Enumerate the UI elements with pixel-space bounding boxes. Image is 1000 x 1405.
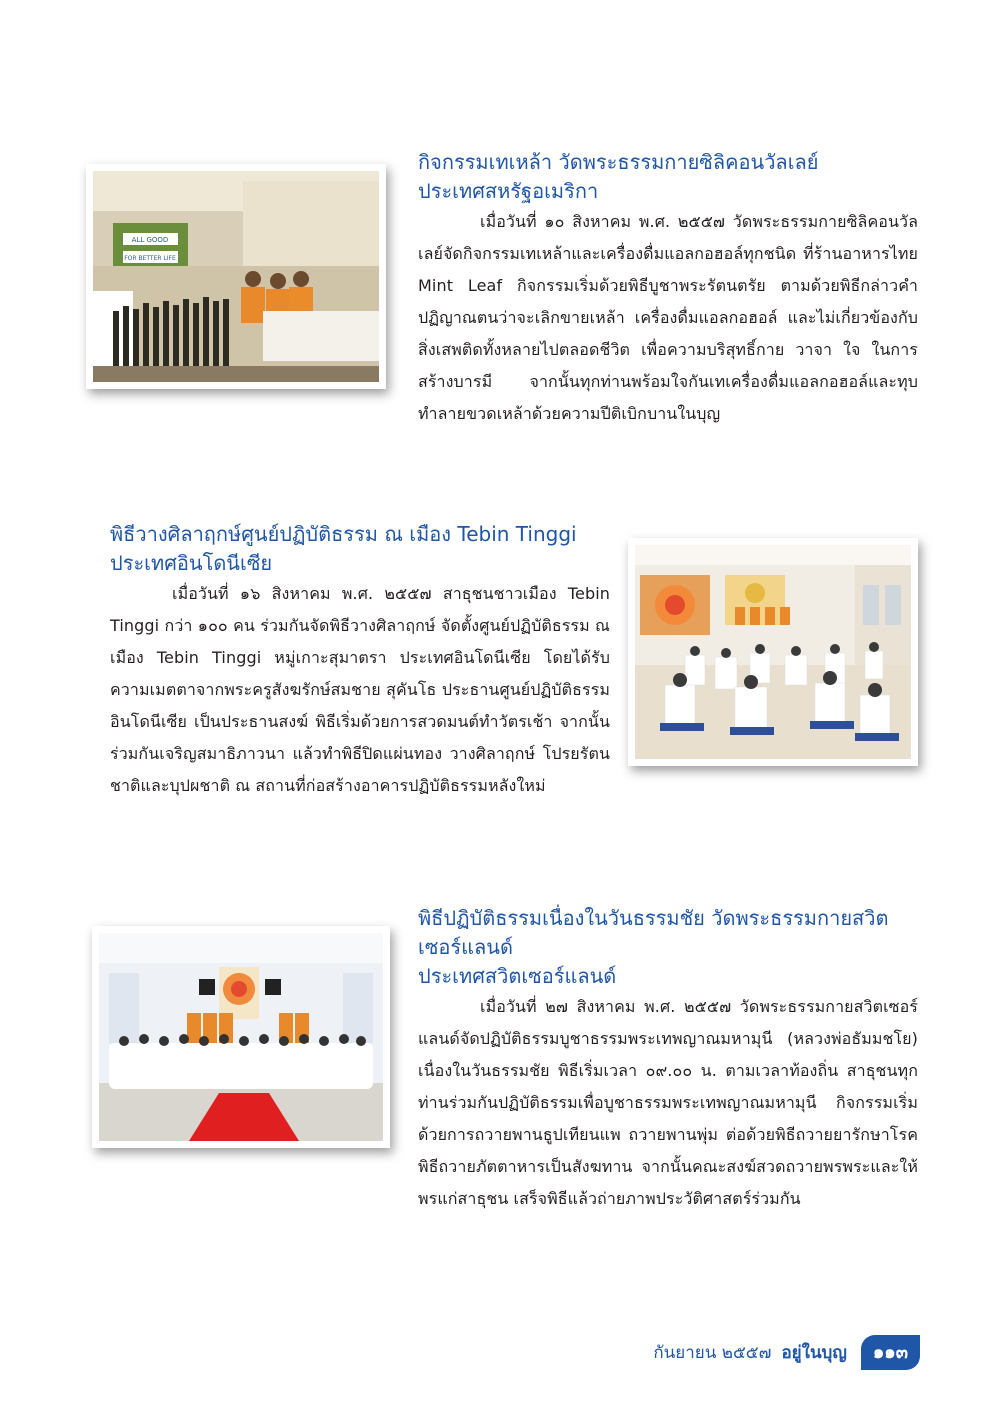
article-3-title-line2: ประเทศสวิตเซอร์แลนด์ [418, 964, 617, 988]
article-1-photo [86, 164, 386, 389]
article-3-title [418, 904, 918, 991]
article-3 [418, 904, 918, 1215]
article-1-body: เมื่อวันที่ ๑๐ สิงหาคม พ.ศ. ๒๕๕๗ วัดพระธรรมกายซิลิคอนวัลเลย์จัดกิจกรรมเทเหล้าและเครื่องดื่มแอลกอฮอล์ทุกชนิด ที่ร้านอาหารไทย Mint Leaf กิจกรรมเริ่มด้วยพิธีบูชาพระรัตนตรัย ตามด้วยพิธีกล่าวคำปฏิญาณตนว่าจะเลิกขายเหล้า เครื่องดื่มแอลกอฮอล์ และไม่เกี่ยวข้องกับสิ่งเสพติดทั้งหลายไปตลอดชีวิต เพื่อความบริสุทธิ์กาย วาจา ใจ ในการสร้างบารมี จากนั้นทุกท่านพร้อมใจกันเทเครื่องดื่มแอลกอฮอล์และทุบทำลายขวดเหล้าด้วยความปีติเบิกบานในบุญ [418, 212, 918, 423]
article-1 [418, 148, 918, 430]
article-2-photo [628, 538, 918, 766]
article-2 [110, 520, 610, 802]
photo-banner-text-2: FOR BETTER LIFE [124, 255, 176, 262]
article-2-title-line2: ประเทศอินโดนีเซีย [110, 551, 273, 575]
photo-dhammajaya-day-group [99, 933, 383, 1141]
article-2-body: เมื่อวันที่ ๑๖ สิงหาคม พ.ศ. ๒๕๕๗ สาธุชนชาวเมือง Tebin Tinggi กว่า ๑๐๐ คน ร่วมกันจัดพิธีวางศิลาฤกษ์ จัดตั้งศูนย์ปฏิบัติธรรม ณ เมือง Tebin Tinggi หมู่เกาะสุมาตรา ประเทศอินโดนีเซีย โดยได้รับความเมตตาจากพระครูสังฆรักษ์สมชาย สุคันโธ ประธานศูนย์ปฏิบัติธรรมอินโดนีเซีย เป็นประธานสงฆ์ พิธีเริ่มด้วยการสวดมนต์ทำวัตรเช้า จากนั้นร่วมกันเจริญสมาธิภาวนา แล้วทำพิธีปิดแผ่นทอง วางศิลาฤกษ์ โปรยรัตนชาติและบุปผชาติ ณ สถานที่ก่อสร้างอาคารปฏิบัติธรรมหลังใหม่ [110, 584, 610, 795]
article-1-title-line2: ประเทศสหรัฐอเมริกา [418, 179, 599, 203]
article-3-photo [92, 926, 390, 1148]
photo-banner-text-1: ALL GOOD [131, 236, 169, 244]
photo-foundation-stone-ceremony [635, 545, 911, 759]
article-3-body: เมื่อวันที่ ๒๗ สิงหาคม พ.ศ. ๒๕๕๗ วัดพระธรรมกายสวิตเซอร์แลนด์จัดปฏิบัติธรรมบูชาธรรมพระเทพญาณมหามุนี (หลวงพ่อธัมมชโย) เนื่องในวันธรรมชัย พิธีเริ่มเวลา ๐๙.๐๐ น. ตามเวลาท้องถิ่น สาธุชนทุกท่านร่วมกันปฏิบัติธรรมเพื่อบูชาธรรมพระเทพญาณมหามุนี กิจกรรมเริ่มด้วยการถวายพานธูปเทียนแพ ถวายพานพุ่ม ต่อด้วยพิธีถวายยารักษาโรค พิธีถวายภัตตาหารเป็นสังฆทาน จากนั้นคณะสงฆ์สวดถวายพรพระและให้พรแก่สาธุชน เสร็จพิธีแล้วถ่ายภาพประวัติศาสตร์ร่วมกัน [418, 997, 918, 1208]
footer-magazine-name: อยู่ในบุญ [781, 1342, 847, 1363]
page-footer [653, 1336, 920, 1368]
article-2-title [110, 520, 610, 578]
footer-issue-date: กันยายน ๒๕๕๗ [653, 1342, 772, 1363]
article-1-title [418, 148, 918, 206]
article-2-title-line1: พิธีวางศิลาฤกษ์ศูนย์ปฏิบัติธรรม ณ เมือง Tebin Tinggi [110, 522, 577, 546]
article-3-title-line1: พิธีปฏิบัติธรรมเนื่องในวันธรรมชัย วัดพระธรรมกายสวิตเซอร์แลนด์ [418, 906, 889, 959]
photo-alcohol-pour-event [93, 171, 379, 382]
article-1-title-line1: กิจกรรมเทเหล้า วัดพระธรรมกายซิลิคอนวัลเลย์ [418, 150, 819, 174]
page-number-badge: ๑๑๓ [861, 1335, 920, 1370]
